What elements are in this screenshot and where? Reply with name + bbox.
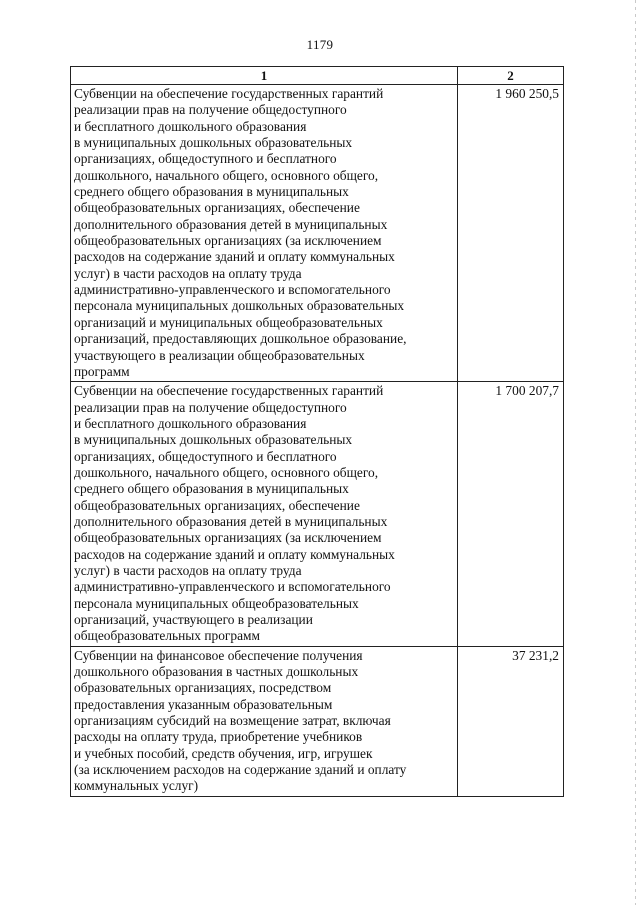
description-line: расходов на содержание зданий и оплату коммунальных — [74, 546, 395, 562]
description-line: программ — [74, 363, 130, 379]
row-amount: 1 960 250,5 — [458, 85, 564, 382]
description-line: дополнительного образования детей в муниципальных — [74, 513, 388, 529]
description-line: общеобразовательных организациях (за исключением — [74, 530, 382, 546]
description-line: организациям субсидий на возмещение затрат, включая — [74, 713, 391, 729]
description-line: общеобразовательных организациях (за исключением — [74, 233, 382, 249]
description-line: организациях, общедоступного и бесплатного — [74, 448, 337, 464]
description-line: реализации прав на получение общедоступного — [74, 102, 347, 118]
description-line: организациях, общедоступного и бесплатного — [74, 151, 337, 167]
row-amount: 37 231,2 — [458, 646, 564, 796]
description-line: образовательных организациях, посредством — [74, 680, 332, 696]
row-description — [71, 85, 458, 382]
row-amount: 1 700 207,7 — [458, 382, 564, 647]
description-line: Субвенции на финансовое обеспечение получения — [74, 647, 363, 663]
column-header-amount: 2 — [458, 67, 564, 85]
description-line: услуг) в части расходов на оплату труда — [74, 562, 302, 578]
description-line: организаций и муниципальных общеобразовательных — [74, 314, 383, 330]
description-line: дошкольного образования в частных дошкольных — [74, 664, 359, 680]
description-line: расходы на оплату труда, приобретение учебников — [74, 729, 363, 745]
description-line: расходов на содержание зданий и оплату коммунальных — [74, 249, 395, 265]
table-body — [71, 85, 564, 797]
table-row — [71, 85, 564, 382]
description-line: организаций, участвующего в реализации — [74, 612, 313, 627]
description-line: дошкольного, начального общего, основного общего, — [74, 167, 379, 183]
description-line: Субвенции на обеспечение государственных гарантий — [74, 383, 384, 399]
description-line: Субвенции на обеспечение государственных гарантий — [74, 86, 384, 101]
description-line: участвующего в реализации общеобразовательных — [74, 347, 365, 363]
description-line: в муниципальных дошкольных образовательных — [74, 135, 353, 151]
description-line: услуг) в части расходов на оплату труда — [74, 265, 302, 281]
row-description — [71, 382, 458, 647]
description-line: предоставления указанным образовательным — [74, 696, 333, 712]
description-line: дошкольного, начального общего, основного общего, — [74, 464, 379, 480]
description-line: среднего общего образования в муниципальных — [74, 481, 349, 497]
description-line: и бесплатного дошкольного образования — [74, 118, 307, 134]
description-line: в муниципальных дошкольных образовательных — [74, 432, 353, 448]
description-line: (за исключением расходов на содержание зданий и оплату — [74, 762, 407, 778]
row-description — [71, 646, 458, 796]
description-line: коммунальных услуг) — [74, 778, 199, 794]
description-line: общеобразовательных программ — [74, 628, 260, 644]
description-line: персонала муниципальных дошкольных образовательных — [74, 298, 405, 314]
table-row — [71, 646, 564, 796]
budget-table — [70, 66, 564, 797]
description-line: административно-управленческого и вспомогательного — [74, 579, 391, 595]
description-line: и бесплатного дошкольного образования — [74, 415, 307, 431]
column-header-description: 1 — [71, 67, 458, 85]
description-line: реализации прав на получение общедоступного — [74, 399, 347, 415]
page-number: 1179 — [306, 37, 334, 52]
description-line: организаций, предоставляющих дошкольное образование, — [74, 331, 407, 347]
description-line: административно-управленческого и вспомогательного — [74, 282, 391, 298]
description-line: персонала муниципальных общеобразовательных — [74, 595, 359, 611]
description-line: среднего общего образования в муниципальных — [74, 184, 349, 200]
table-header-row — [71, 67, 564, 85]
description-line: общеобразовательных организациях, обеспечение — [74, 497, 360, 513]
description-line: и учебных пособий, средств обучения, игр, игрушек — [74, 745, 373, 761]
scan-edge-line — [635, 0, 636, 905]
description-line: общеобразовательных организациях, обеспечение — [74, 200, 360, 216]
table-row — [71, 382, 564, 647]
description-line: дополнительного образования детей в муниципальных — [74, 216, 388, 232]
